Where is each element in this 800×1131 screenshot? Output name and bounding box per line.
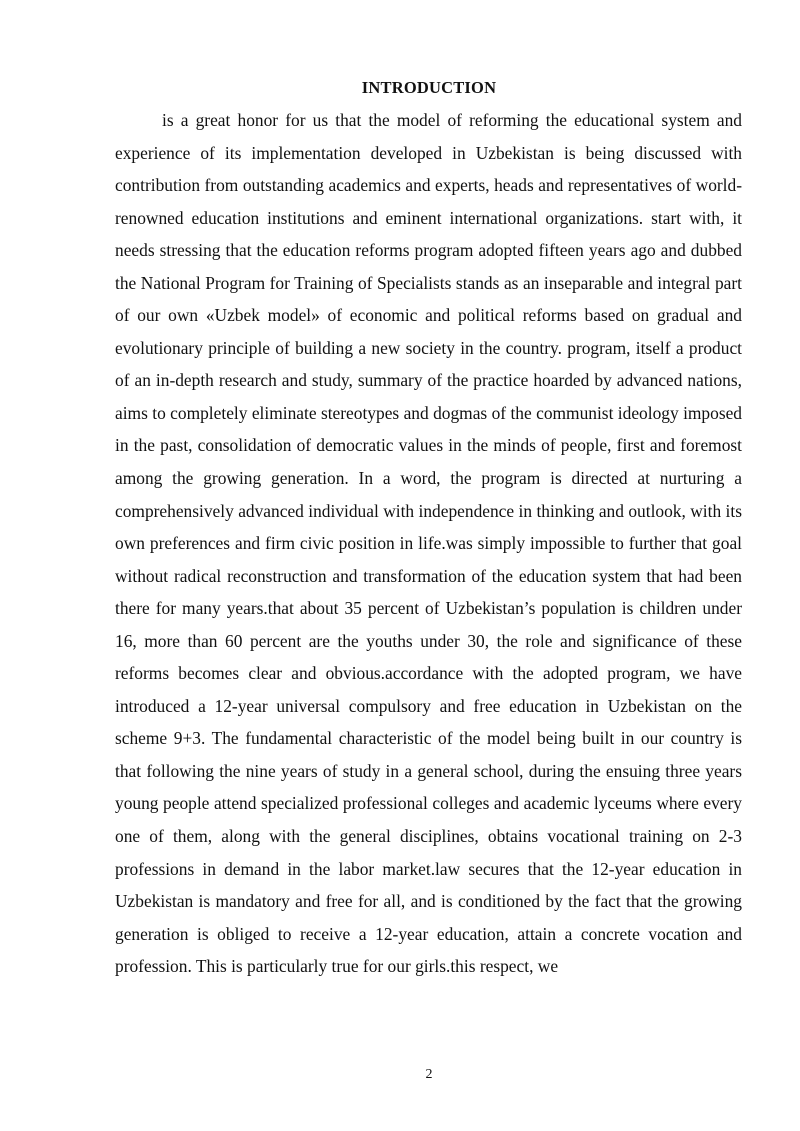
page-number: 2 [425,1067,433,1082]
body-paragraph: is a great honor for us that the model of reforming the educational system and experience of its implementation developed in Uzbekistan is being discussed with contribution from outstanding academics and experts, heads and representatives of world-renowned education institutions and eminent international organizations. start with, it needs stressing that the education reforms program adopted fifteen years ago and dubbed the National Program for Training of Specialists stands as an inseparable and integral part of our own «Uzbek model» of economic and political reforms based on gradual and evolutionary principle of building a new society in the country. program, itself a product of an in-depth research and study, summary of the practice hoarded by advanced nations, aims to completely eliminate stereotypes and dogmas of the communist ideology imposed in the past, consolidation of democratic values in the minds of people, first and foremost among the growing generation. In a word, the program is directed at nurturing a comprehensively advanced individual with independence in thinking and outlook, with its own preferences and firm civic position in life.was simply impossible to further that goal without radical reconstruction and transformation of the education system that had been there for many years.that about 35 percent of Uzbekistan’s population is children under 16, more than 60 percent are the youths under 30, the role and significance of these reforms becomes clear and obvious.accordance with the adopted program, we have introduced a 12-year universal compulsory and free education in Uzbekistan on the scheme 9+3. The fundamental characteristic of the model being built in our country is that following the nine years of study in a general school, during the ensuing three years young people attend specialized professional colleges and academic lyceums where every one of them, along with the general disciplines, obtains vocational training on 2-3 professions in demand in the labor market.law secures that the 12-year education in Uzbekistan is mandatory and free for all, and is conditioned by the fact that the growing generation is obliged to receive a 12-year education, attain a concrete vocation and profession. This is particularly true for our girls.this respect, we [115,110,742,977]
document-title: INTRODUCTION [361,78,497,97]
